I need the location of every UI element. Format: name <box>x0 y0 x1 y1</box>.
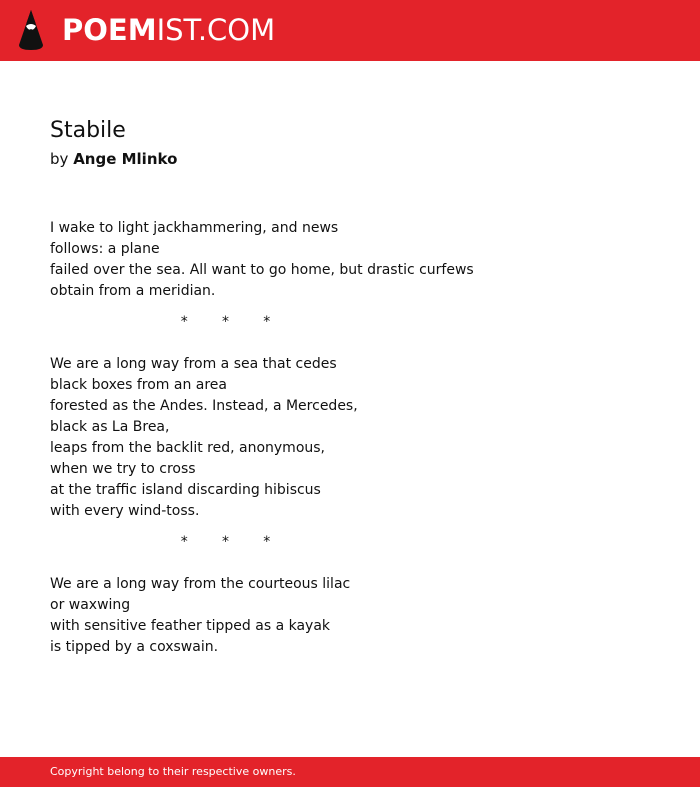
poem-line: at the traffic island discarding hibiscus <box>50 482 321 498</box>
poem-line: with sensitive feather tipped as a kayak <box>50 618 331 634</box>
stanza-separator: * * * <box>180 534 273 550</box>
copyright-notice: Copyright belong to their respective owners. <box>50 765 296 778</box>
logo-light-text: IST.COM <box>156 13 276 47</box>
poem-line: failed over the sea. All want to go home, but drastic curfews <box>50 262 474 278</box>
poem-line: with every wind-toss. <box>50 503 200 519</box>
poem-line: when we try to cross <box>50 461 196 477</box>
poem-line: We are a long way from the courteous lilac <box>50 576 351 592</box>
poem-line: black boxes from an area <box>50 377 227 393</box>
poem-line: black as La Brea, <box>50 419 170 435</box>
stanza <box>50 574 650 658</box>
logo-bold-text: POEM <box>62 13 157 47</box>
poem-line: obtain from a meridian. <box>50 283 216 299</box>
author-name: Ange Mlinko <box>73 150 178 168</box>
poem-line: is tipped by a coxswain. <box>50 639 219 655</box>
site-footer <box>0 757 700 787</box>
poem-line: We are a long way from a sea that cedes <box>50 356 337 372</box>
byline <box>50 149 177 169</box>
poem-title: Stabile <box>50 118 126 143</box>
poem-line: forested as the Andes. Instead, a Mercedes, <box>50 398 358 414</box>
pencil-tip-icon[interactable] <box>18 9 44 51</box>
site-logo[interactable] <box>62 11 275 49</box>
poem-line: follows: a plane <box>50 241 160 257</box>
site-header <box>0 0 700 61</box>
stanza-separator: * * * <box>180 314 273 330</box>
stanza <box>50 354 650 522</box>
poem-body <box>50 218 650 658</box>
poem-line: or waxwing <box>50 597 131 613</box>
poem-line: I wake to light jackhammering, and news <box>50 220 339 236</box>
by-label: by <box>50 150 69 168</box>
poem-line: leaps from the backlit red, anonymous, <box>50 440 326 456</box>
stanza <box>50 218 650 302</box>
